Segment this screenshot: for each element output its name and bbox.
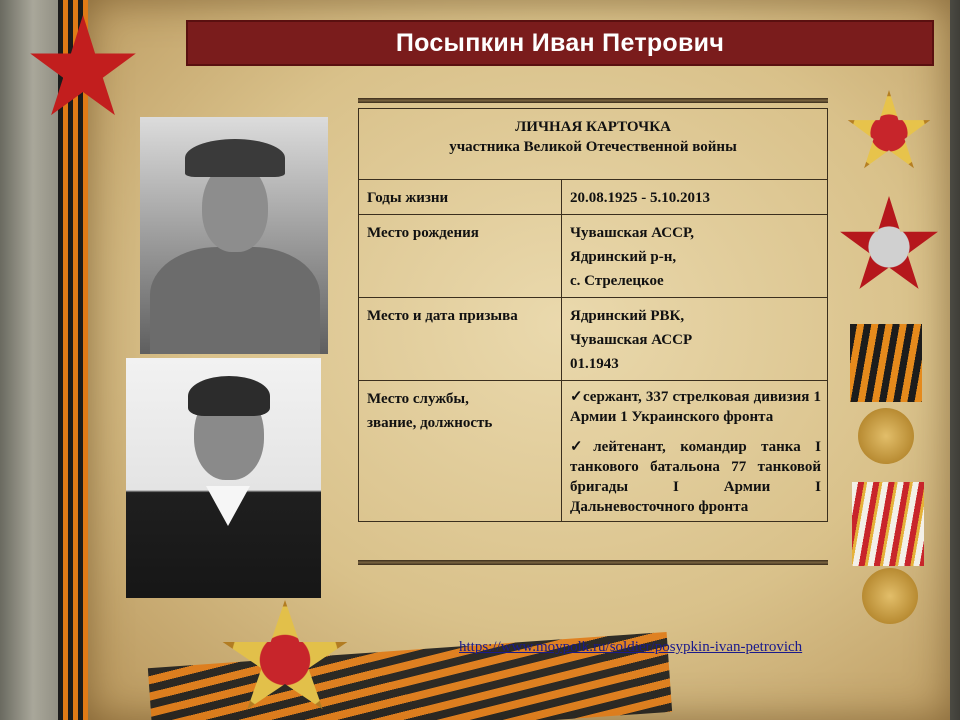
value-line: Чувашская АССР (570, 332, 693, 348)
personal-card-table (358, 108, 828, 522)
card-heading-title: ЛИЧНАЯ КАРТОЧКА (515, 119, 671, 135)
row-label-conscription: Место и дата призыва (359, 298, 562, 381)
medal-ribbon-icon (852, 482, 924, 566)
value-line: 01.1943 (570, 356, 619, 372)
title-banner (186, 20, 934, 66)
card-heading-subtitle: участника Великой Отечественной войны (449, 139, 737, 155)
st-george-ribbon-vertical (58, 0, 88, 720)
value-line: Ядринский р-н, (570, 249, 677, 265)
row-value-years (562, 180, 828, 215)
page-title: Посыпкин Иван Петрович (395, 28, 725, 57)
table-row (359, 180, 828, 215)
soldier-photo-uniform (140, 117, 328, 354)
table-row (359, 215, 828, 298)
card-bottom-rule (358, 560, 828, 565)
medal-victory-icon (858, 408, 914, 464)
label-line: звание, должность (367, 415, 493, 431)
row-value-service (562, 381, 828, 522)
value-line: с. Стрелецкое (570, 273, 664, 289)
row-label-years: Годы жизни (359, 180, 562, 215)
table-row (359, 298, 828, 381)
label-line: Место службы, (367, 391, 469, 407)
value-line: 20.08.1925 - 5.10.2013 (570, 190, 710, 206)
card-top-rule (358, 98, 828, 103)
soldier-photo-portrait (126, 358, 321, 598)
service-entry: ✓лейтенант, командир танка I танкового батальона 77 танковой бригады I Армии I Дальневосточного фронта (570, 439, 821, 515)
table-row (359, 381, 828, 522)
row-label-service (359, 381, 562, 522)
medal-victory-japan-icon (862, 568, 918, 624)
medal-ribbon-icon (850, 324, 922, 402)
source-link[interactable]: https://www.moypolk.ru/soldier/posypkin-ivan-petrovich (459, 639, 803, 655)
service-entry: ✓сержант, 337 стрелковая дивизия 1 Армии 1 Украинского фронта (570, 389, 821, 425)
value-line: Чувашская АССР, (570, 225, 694, 241)
row-value-conscription (562, 298, 828, 381)
card-heading (359, 109, 828, 180)
value-line: Ядринский РВК, (570, 308, 685, 324)
row-label-birthplace: Место рождения (359, 215, 562, 298)
row-value-birthplace (562, 215, 828, 298)
